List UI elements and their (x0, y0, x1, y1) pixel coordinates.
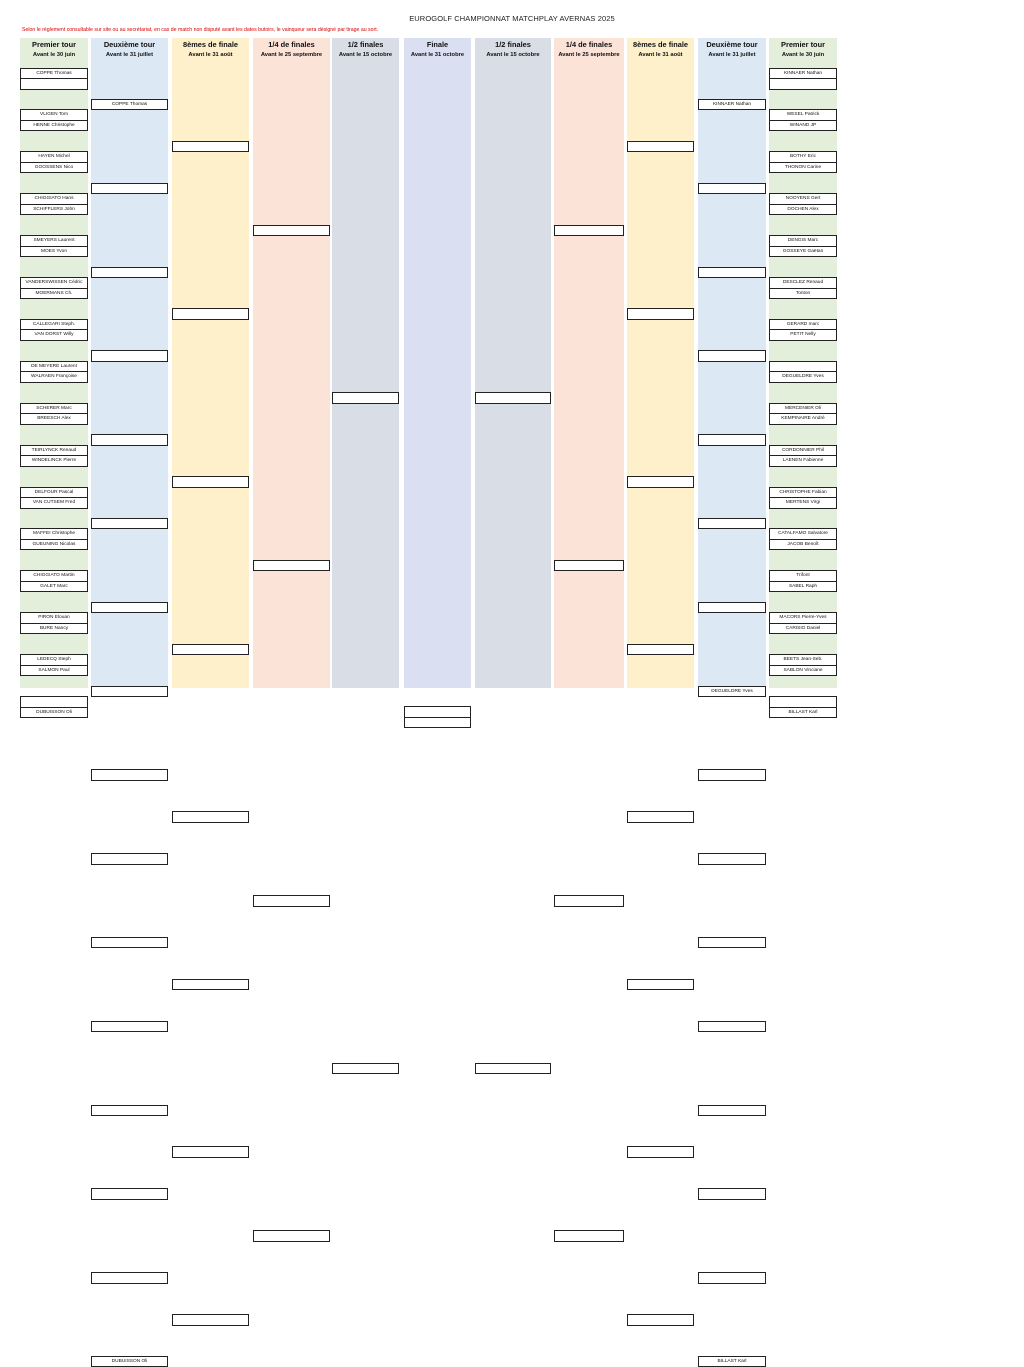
player-slot: MERTENS Virgi (769, 497, 837, 509)
player-slot: GERARD marc (769, 319, 837, 331)
match-slot (698, 1272, 766, 1284)
match-slot (253, 1230, 330, 1242)
column-deadline: Avant le 31 octobre (410, 52, 465, 58)
match-slot (253, 895, 330, 907)
player-slot: KINNAER Nathan (769, 68, 837, 80)
match-slot (253, 225, 330, 237)
match-slot: BILLAST Karl (698, 1356, 766, 1367)
player-slot (20, 78, 88, 90)
bracket-column-8 (627, 38, 694, 688)
player-slot: SCHERER Marc (20, 403, 88, 415)
column-title: 1/2 finales (347, 40, 384, 49)
page-title: EUROGOLF CHAMPIONNAT MATCHPLAY AVERNAS 2025 (409, 14, 615, 23)
match-slot (554, 1230, 624, 1242)
match-slot (172, 1146, 249, 1158)
match-slot (332, 1063, 399, 1075)
player-slot: WESEL Patrick (769, 109, 837, 121)
player-slot: SMEYERS Laurent (20, 235, 88, 247)
match-slot (627, 308, 694, 320)
player-slot: LAENEN Fabienne (769, 455, 837, 467)
player-slot: WALRAEN Françoise (20, 371, 88, 383)
column-deadline: Avant le 15 octobre (338, 52, 393, 58)
player-slot: CHIGGIATO Martin (20, 570, 88, 582)
player-slot: THONON Carine (769, 162, 837, 174)
match-slot (627, 141, 694, 153)
player-slot: GOSSEYE Gaëtan (769, 246, 837, 258)
player-slot: MERCENIER Oli (769, 403, 837, 415)
player-slot: VANDERSWISSEN Cédric (20, 277, 88, 289)
player-slot (769, 78, 837, 90)
player-slot: GALET Marc (20, 581, 88, 593)
player-slot: BEETS Jean-Seb. (769, 654, 837, 666)
player-slot: Tonton (769, 288, 837, 300)
player-slot: NOOYENS Gert (769, 193, 837, 205)
match-slot: COPPE Thomas (91, 99, 168, 111)
column-deadline: Avant le 31 août (638, 52, 683, 58)
column-title: Premier tour (781, 40, 825, 49)
match-slot (172, 811, 249, 823)
player-slot: MOES Yvon (20, 246, 88, 258)
match-slot (627, 1146, 694, 1158)
player-slot: DEGUELDRE Yves (769, 371, 837, 383)
player-slot: SABLON Vinciane (769, 665, 837, 677)
bracket-column-2 (172, 38, 249, 688)
match-slot (91, 937, 168, 949)
player-slot: TEIRLYNCK Renaud (20, 445, 88, 457)
player-slot: HAYEN Michel (20, 151, 88, 163)
player-slot: COPPE Thomas (20, 68, 88, 80)
column-deadline: Avant le 15 octobre (486, 52, 540, 58)
match-slot (91, 686, 168, 698)
player-slot: JACOB Benoît (769, 539, 837, 551)
player-slot: CHIGGIATO Hans (20, 193, 88, 205)
match-slot (172, 476, 249, 488)
match-slot: DEGUELDRE Yves (698, 686, 766, 698)
player-slot: VAN CUTSEM Fred (20, 497, 88, 509)
player-slot: DESCLEZ Renaud (769, 277, 837, 289)
bracket-column-1 (91, 38, 168, 1364)
player-slot: GOOSSENS Nico (20, 162, 88, 174)
player-slot: VLIGEN Tom (20, 109, 88, 121)
match-slot (475, 392, 551, 404)
player-slot: CARISIO Daniel (769, 623, 837, 635)
match-slot: KINNAER Nathan (698, 99, 766, 111)
player-slot: DELFOUR Pascal (20, 487, 88, 499)
column-title: 1/4 de finales (268, 40, 315, 49)
player-slot: BILLAST Karl (769, 707, 837, 719)
column-title: 1/4 de finales (565, 40, 613, 49)
player-slot: HENNE Christophe (20, 120, 88, 132)
column-title: Deuxième tour (706, 40, 758, 49)
player-slot: VAN DORST Willy (20, 329, 88, 341)
player-slot: SALMON Paul (20, 665, 88, 677)
column-title: Finale (426, 40, 449, 49)
player-slot: MACORS Pierre-Yves (769, 612, 837, 624)
bracket-column-5 (404, 38, 471, 688)
match-slot (627, 1314, 694, 1326)
match-slot (698, 1021, 766, 1033)
column-title: 8èmes de finale (632, 40, 689, 49)
match-slot (554, 895, 624, 907)
player-slot: MOERMANS Ch. (20, 288, 88, 300)
match-slot (91, 518, 168, 530)
match-slot (172, 1314, 249, 1326)
player-slot: CHRISTOPHE Fabian (769, 487, 837, 499)
column-deadline: Avant le 31 juillet (708, 52, 756, 58)
match-slot (698, 1105, 766, 1117)
finale-slot (404, 717, 471, 729)
bracket-column-3 (253, 38, 330, 688)
rules-note: Selon le règlement consultable sur site ou au secrétariat, en cas de match non disputé avant les dates butoirs, le vainqueur sera désigné par tirage au sort. (22, 27, 379, 33)
match-slot (91, 267, 168, 279)
player-slot: PIRON Elouan (20, 612, 88, 624)
match-slot (91, 1272, 168, 1284)
column-deadline: Avant le 25 septembre (260, 52, 323, 58)
match-slot (698, 602, 766, 614)
column-title: 8èmes de finale (182, 40, 239, 49)
match-slot (698, 769, 766, 781)
player-slot: GUEUNING Nicolas (20, 539, 88, 551)
match-slot (91, 183, 168, 195)
match-slot (627, 979, 694, 991)
player-slot: WINAND JP (769, 120, 837, 132)
column-title: 1/2 finales (495, 40, 531, 49)
player-slot: CALLEGARI Steph. (20, 319, 88, 331)
match-slot (627, 476, 694, 488)
match-slot (698, 267, 766, 279)
match-slot (91, 1021, 168, 1033)
column-deadline: Avant le 25 septembre (558, 52, 620, 58)
match-slot (172, 979, 249, 991)
player-slot: BURE Nancy (20, 623, 88, 635)
player-slot: BREESCH Alex (20, 413, 88, 425)
match-slot (627, 644, 694, 656)
player-slot: DUBUISSON Oli (20, 707, 88, 719)
match-slot (172, 644, 249, 656)
match-slot (91, 350, 168, 362)
match-slot (253, 560, 330, 572)
column-deadline: Avant le 30 juin (32, 52, 76, 58)
player-slot: LEDECQ Steph (20, 654, 88, 666)
column-deadline: Avant le 30 juin (781, 52, 825, 58)
match-slot (91, 434, 168, 446)
player-slot: DE MEYERE Laurent (20, 361, 88, 373)
match-slot (698, 183, 766, 195)
column-title: Premier tour (32, 40, 76, 49)
match-slot (698, 434, 766, 446)
match-slot (172, 141, 249, 153)
bracket-column-7 (554, 38, 624, 688)
player-slot: PETIT Nelly (769, 329, 837, 341)
match-slot (554, 225, 624, 237)
match-slot (554, 560, 624, 572)
bracket-column-9 (698, 38, 766, 1364)
bracket-column-0 (20, 38, 88, 715)
player-slot: CATALFAMO Salvatore (769, 528, 837, 540)
player-slot: WINDELINCK Pierre (20, 455, 88, 467)
player-slot: SCHIFFLERS John (20, 204, 88, 216)
match-slot (91, 853, 168, 865)
match-slot (698, 518, 766, 530)
match-slot (91, 769, 168, 781)
bracket-column-6 (475, 38, 551, 688)
match-slot (172, 308, 249, 320)
match-slot (91, 1105, 168, 1117)
column-title: Deuxième tour (103, 40, 156, 49)
player-slot: SABEL Raph (769, 581, 837, 593)
column-deadline: Avant le 31 août (188, 52, 233, 58)
player-slot: DOCHEN Alex (769, 204, 837, 216)
bracket-column-10 (769, 38, 837, 715)
match-slot (91, 602, 168, 614)
match-slot: DUBUISSON Oli (91, 1356, 168, 1367)
bracket-column-4 (332, 38, 399, 688)
match-slot (475, 1063, 551, 1075)
match-slot (698, 1188, 766, 1200)
match-slot (698, 937, 766, 949)
player-slot: Trifont (769, 570, 837, 582)
player-slot: KEMPINAIRE André (769, 413, 837, 425)
player-slot: BOTHY Eric (769, 151, 837, 163)
column-deadline: Avant le 31 juillet (105, 52, 154, 58)
match-slot (91, 1188, 168, 1200)
match-slot (332, 392, 399, 404)
match-slot (698, 350, 766, 362)
player-slot: MAFFEI Christophe (20, 528, 88, 540)
player-slot: DENGIS Marc (769, 235, 837, 247)
player-slot: CORDONNIER Phil (769, 445, 837, 457)
match-slot (698, 853, 766, 865)
match-slot (627, 811, 694, 823)
